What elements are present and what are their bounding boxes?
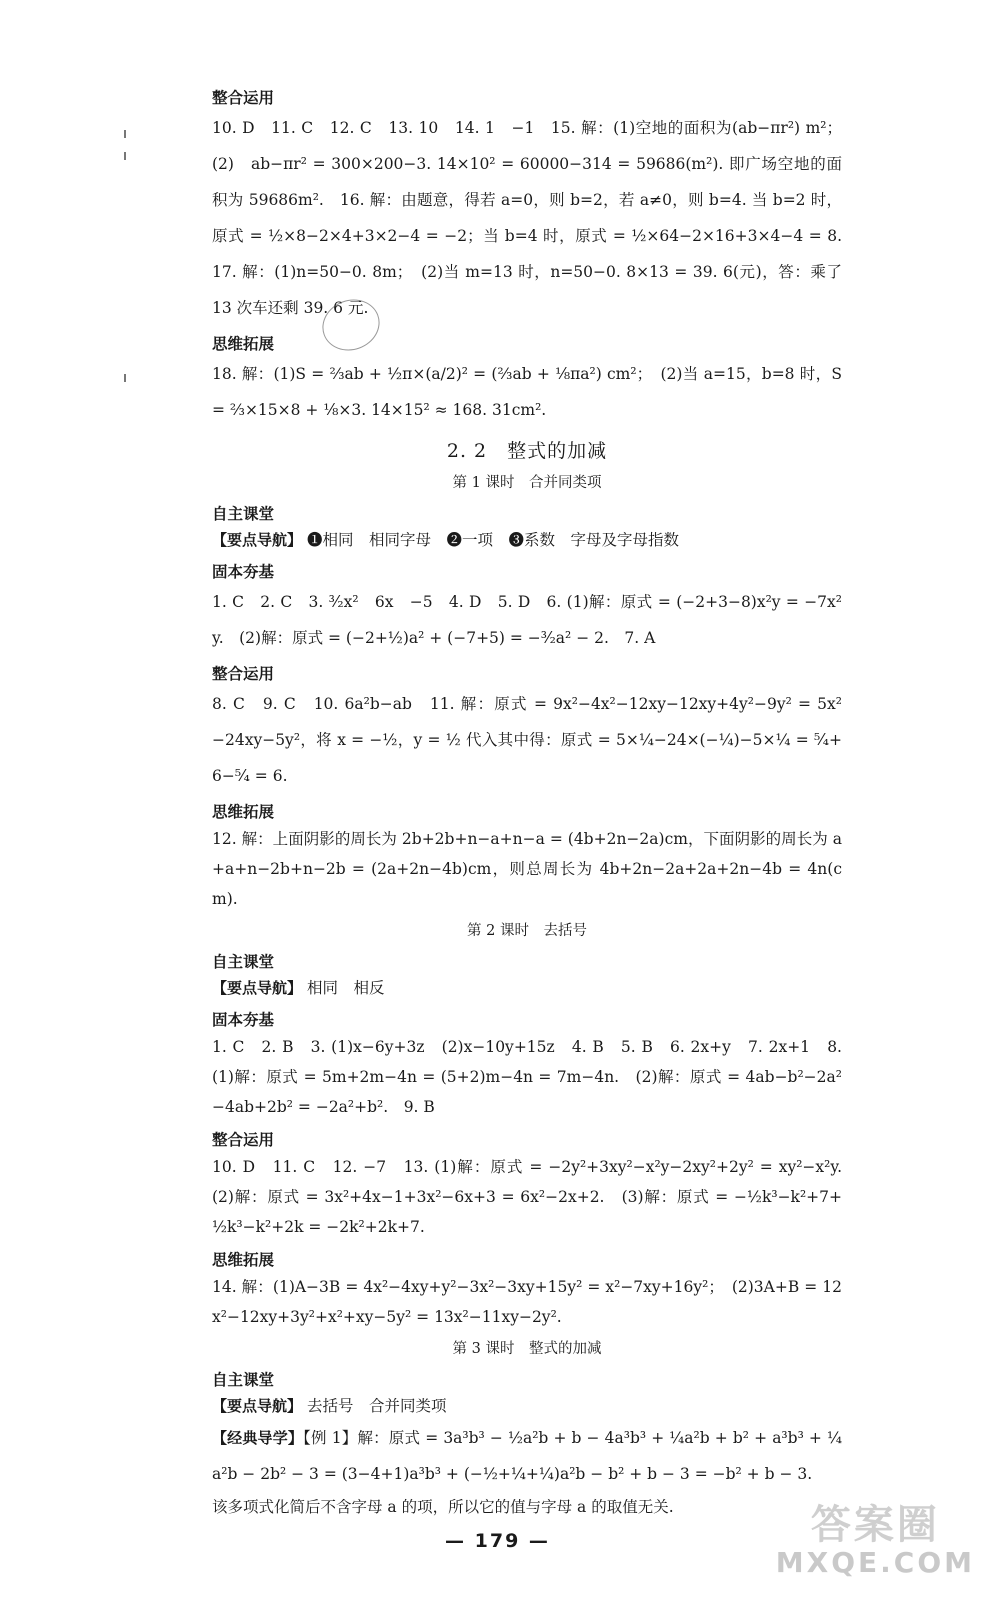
answer-paragraph [212, 1420, 842, 1492]
answer-paragraph: 1. C 2. B 3. (1)x−6y+3z (2)x−10y+15z 4. B 5. B 6. 2x+y 7. 2x+1 8. (1)解：原式 = 5m+2m−4n = (5+2)m−4n = 7m−4n. (2)解：原式 = 4ab−b²−2a²−4ab+2b² = −2a²+b². 9. B [212, 1038, 842, 1116]
section-heading: 固本夯基 [212, 563, 275, 581]
page-number: — 179 — [445, 1530, 550, 1552]
key-points [212, 526, 842, 554]
section-heading: 自主课堂 [212, 953, 275, 971]
answer-paragraph: 12. 解：上面阴影的周长为 2b+2b+n−a+n−a = (4b+2n−2a)cm，下面阴影的周长为 a+a+n−2b+n−2b = (2a+2n−4b)cm，则总周长为 4b+2n−2a+2a+2n−4b = 4n(cm). [212, 830, 842, 908]
answer-paragraph: 10. D 11. C 12. C 13. 10 14. 1 −1 15. 解：(1)空地的面积为(ab−πr²) m²；(2) ab−πr² = 300×200−3. 14×10² = 60000−314 = 59686(m²). 即广场空地的面积为 59686m². 16. 解：由题意，得若 a=0，则 b=2，若 a≠0，则 b=4. 当 b=2 时，原式 = ½×8−2×4+3×2−4 = −2；当 b=4 时，原式 = ½×64−2×16+3×4−4 = 8. 17. 解：(1)n=50−0. 8m； (2)当 m=13 时，n=50−0. 8×13 = 39. 6(元)，答：乘了 13 次车还剩 39. 6 元. [212, 119, 858, 317]
answer-paragraph: 18. 解：(1)S = ⅔ab + ½π×(a/2)² = (⅔ab + ⅛πa²) cm²； (2)当 a=15，b=8 时，S = ⅔×15×8 + ⅛×3. 14×15² ≈ 168. 31cm². [212, 365, 842, 419]
key-points-label: 【要点导航】 [212, 531, 303, 549]
watermark-text-top: 答案圈 [810, 1502, 940, 1548]
margin-mark [124, 130, 126, 138]
classic-guide-label: 【经典导学】 [212, 1429, 304, 1447]
lesson-title: 第 2 课时 去括号 [467, 923, 587, 939]
answer-content [212, 86, 858, 1522]
key-points-label: 【要点导航】 [212, 979, 303, 997]
section-heading: 思维拓展 [212, 1251, 275, 1269]
lesson-title: 第 3 课时 整式的加减 [452, 1341, 602, 1357]
section-heading: 整合运用 [212, 1131, 275, 1149]
key-points-text: ❶相同 相同字母 ❷一项 ❸系数 字母及字母指数 [306, 531, 679, 549]
answer-paragraph: 8. C 9. C 10. 6a²b−ab 11. 解：原式 = 9x²−4x²−12xy−12xy+4y²−9y² = 5x²−24xy−5y²，将 x = −½，y = ½ 代入其中得：原式 = 5×¼−24×(−¼)−5×¼ = ⁵⁄₄+6−⁵⁄₄ = 6. [212, 695, 842, 785]
key-points-text: 相同 相反 [306, 979, 385, 997]
section-title: 2. 2 整式的加减 [446, 440, 608, 462]
lesson-title: 第 1 课时 合并同类项 [452, 475, 602, 491]
section-heading: 自主课堂 [212, 505, 275, 523]
section-heading: 自主课堂 [212, 1371, 275, 1389]
margin-mark [124, 152, 126, 160]
section-heading: 思维拓展 [212, 803, 275, 821]
margin-mark [124, 374, 126, 382]
key-points-label: 【要点导航】 [212, 1397, 303, 1415]
answer-paragraph: 1. C 2. C 3. ³⁄₂x² 6x −5 4. D 5. D 6. (1)解：原式 = (−2+3−8)x²y = −7x²y. (2)解：原式 = (−2+½)a² + (−7+5) = −³⁄₂a² − 2. 7. A [212, 593, 842, 647]
key-points [212, 1392, 842, 1420]
watermark-logo [775, 1502, 975, 1579]
section-heading: 整合运用 [212, 665, 275, 683]
watermark-text-bottom: MXQE.COM [775, 1546, 975, 1579]
conclusion-paragraph: 该多项式化简后不含字母 a 的项，所以它的值与字母 a 的取值无关. [212, 1498, 674, 1516]
section-heading: 思维拓展 [212, 335, 275, 353]
section-heading: 固本夯基 [212, 1011, 275, 1029]
answer-paragraph: 14. 解：(1)A−3B = 4x²−4xy+y²−3x²−3xy+15y² = x²−7xy+16y²； (2)3A+B = 12x²−12xy+3y²+x²+xy−5y² = 13x²−11xy−2y². [212, 1278, 842, 1326]
answer-paragraph: 10. D 11. C 12. −7 13. (1)解：原式 = −2y²+3xy²−x²y−2xy²+2y² = xy²−x²y. (2)解：原式 = 3x²+4x−1+3x²−6x+3 = 6x²−2x+2. (3)解：原式 = −½k³−k²+7+½k³−k²+2k = −2k²+2k+7. [212, 1158, 858, 1236]
classic-guide-text: 【例 1】解：原式 = 3a³b³ − ½a²b + b − 4a³b³ + ¼a²b + b² + a³b³ + ¼a²b − 2b² − 3 = (3−4+1)a³b³ + (−½+¼+¼)a²b − b² + b − 3 = −b² + b − 3. [212, 1429, 842, 1483]
key-points [212, 974, 842, 1002]
section-heading: 整合运用 [212, 89, 275, 107]
key-points-text: 去括号 合并同类项 [306, 1397, 447, 1415]
